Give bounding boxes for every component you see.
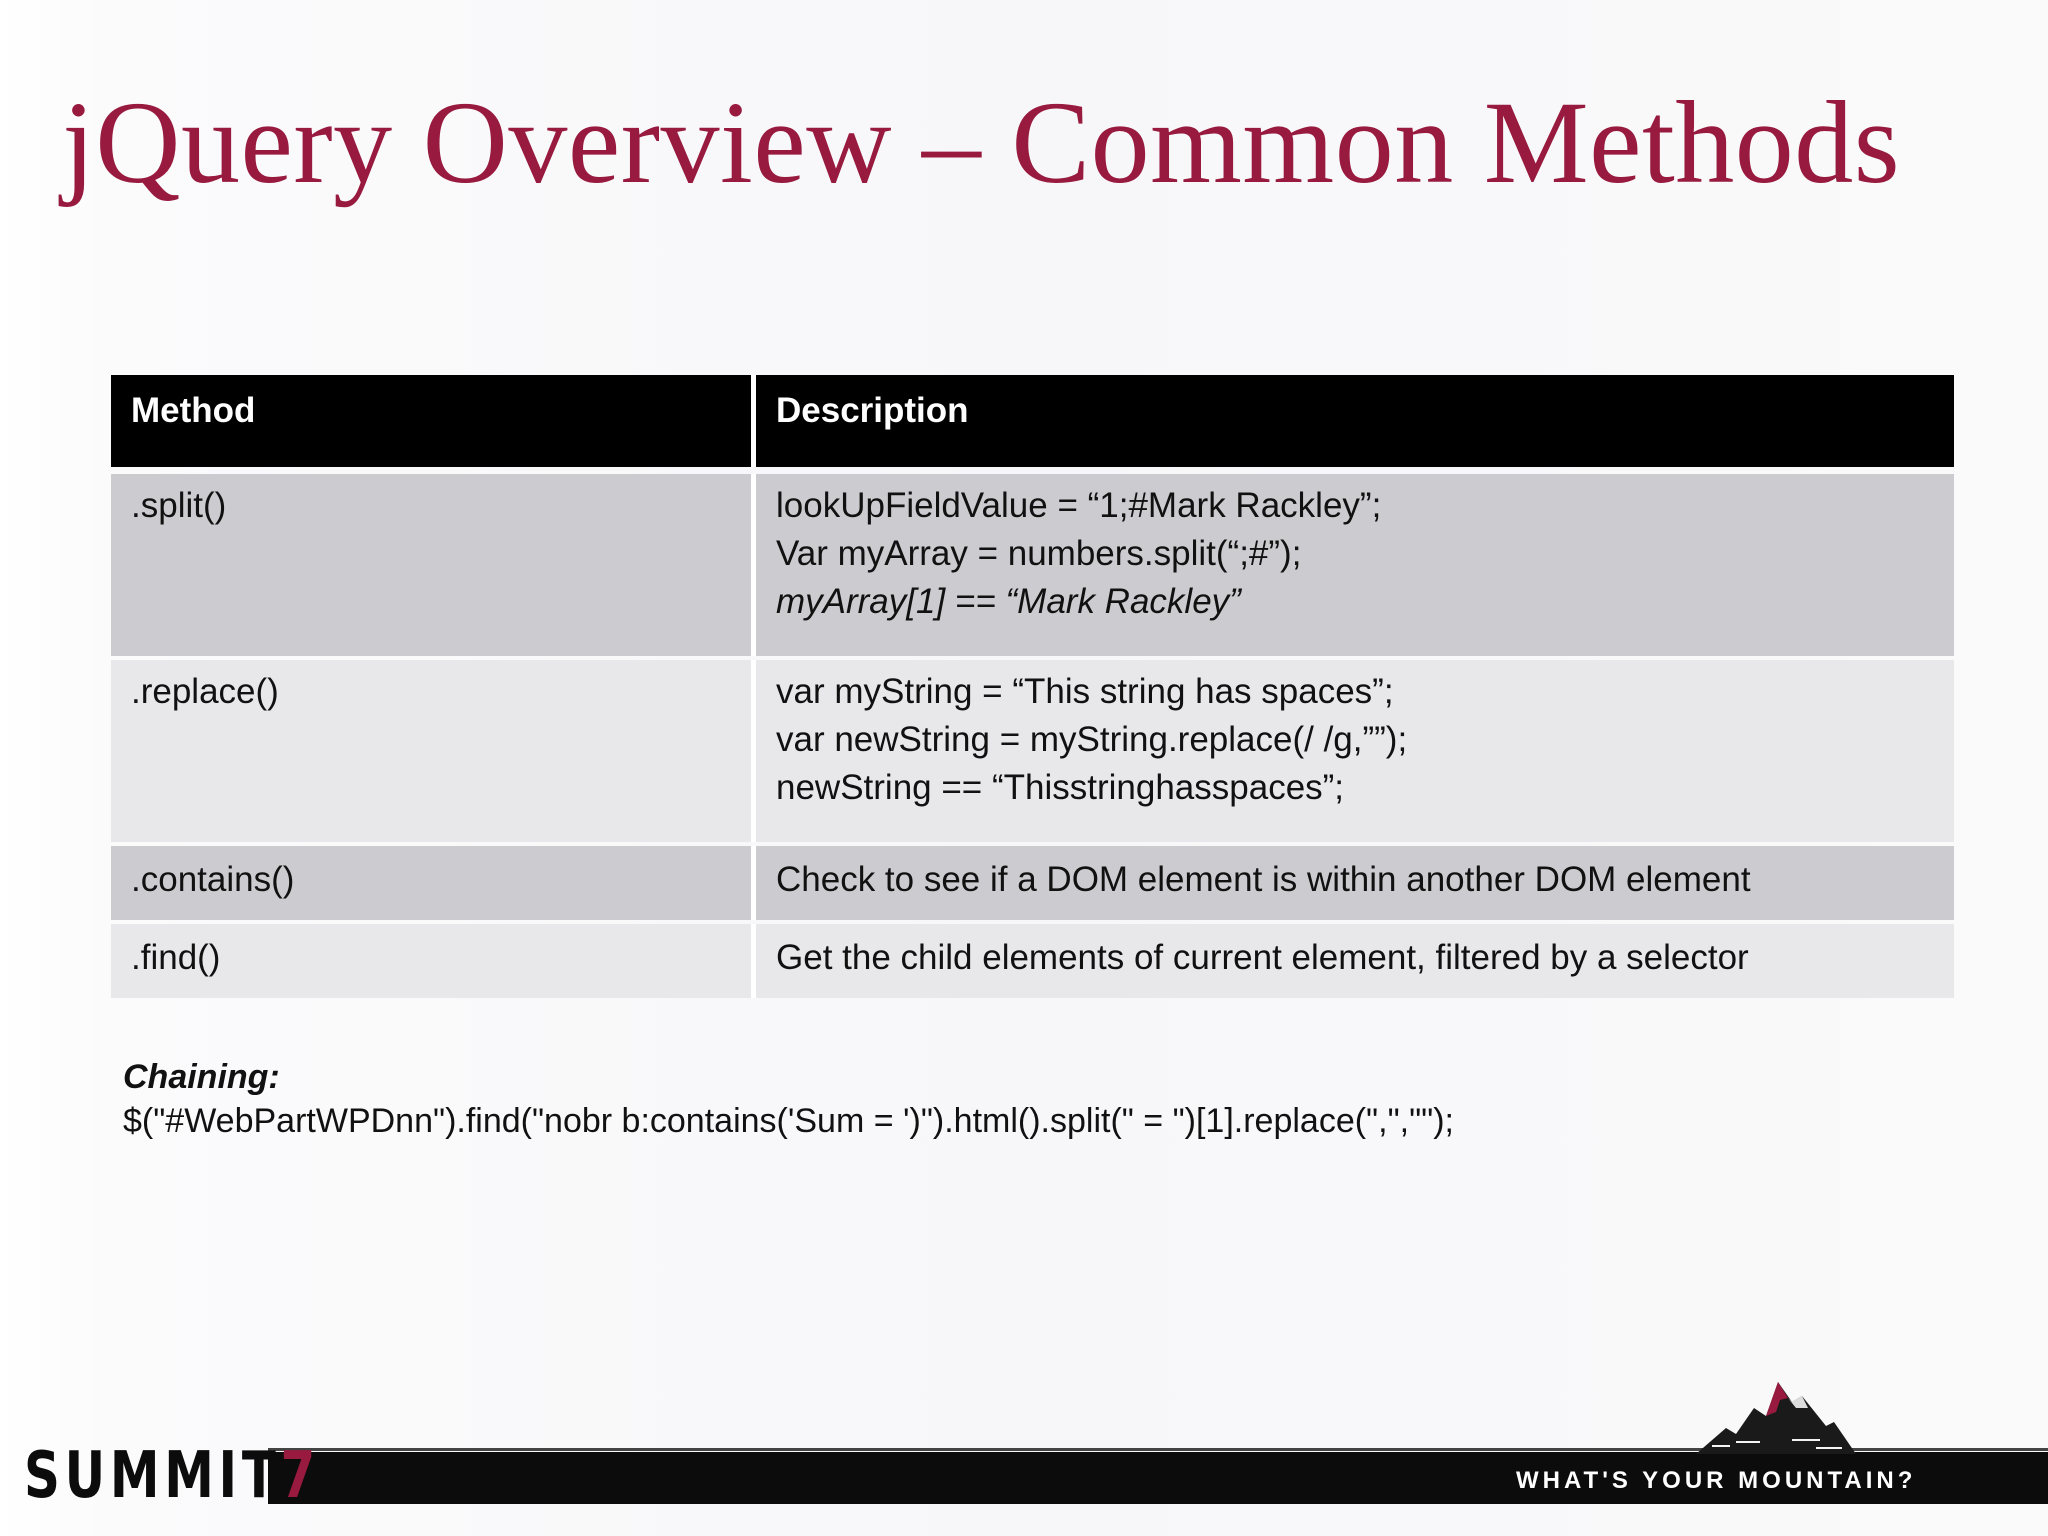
description-cell	[756, 660, 1954, 842]
description-cell	[756, 846, 1954, 920]
code-line: var newString = myString.replace(/ /g,””);	[776, 720, 1408, 759]
table-row	[111, 846, 1954, 920]
header-method: Method	[111, 375, 756, 467]
summit7-logo	[24, 1439, 320, 1513]
method-cell: .split()	[111, 474, 756, 656]
mountain-logo-icon	[1696, 1378, 1856, 1456]
header-description: Description	[756, 375, 1954, 467]
description-cell	[756, 474, 1954, 656]
method-cell: .contains()	[111, 846, 756, 920]
description-cell	[756, 924, 1954, 998]
table-row	[111, 924, 1954, 998]
logo-digit: 7	[280, 1439, 320, 1513]
slogan: WHAT'S YOUR MOUNTAIN?	[1516, 1467, 1917, 1494]
code-line: myArray[1] == “Mark Rackley”	[776, 582, 1241, 621]
code-line: var myString = “This string has spaces”;	[776, 672, 1394, 711]
chaining-code: $("#WebPartWPDnn").find("nobr b:contains('Sum = ')").html().split(" = ")[1].replace(",","");	[123, 1102, 1454, 1140]
description-line: Get the child elements of current element, filtered by a selector	[776, 938, 1749, 977]
table-row	[111, 474, 1954, 656]
code-line: Var myArray = numbers.split(“;#”);	[776, 534, 1302, 573]
code-line: lookUpFieldValue = “1;#Mark Rackley”;	[776, 486, 1382, 525]
description-line: Check to see if a DOM element is within another DOM element	[776, 860, 1751, 899]
chaining-label: Chaining:	[123, 1058, 280, 1096]
method-cell: .find()	[111, 924, 756, 998]
method-cell: .replace()	[111, 660, 756, 842]
methods-table	[111, 375, 1954, 1002]
code-line: newString == “Thisstringhasspaces”;	[776, 768, 1345, 807]
table-header-row	[111, 375, 1954, 467]
logo-text: SUMMIT	[24, 1439, 281, 1513]
table-row	[111, 660, 1954, 842]
slide-title: jQuery Overview – Common Methods	[62, 77, 1901, 208]
